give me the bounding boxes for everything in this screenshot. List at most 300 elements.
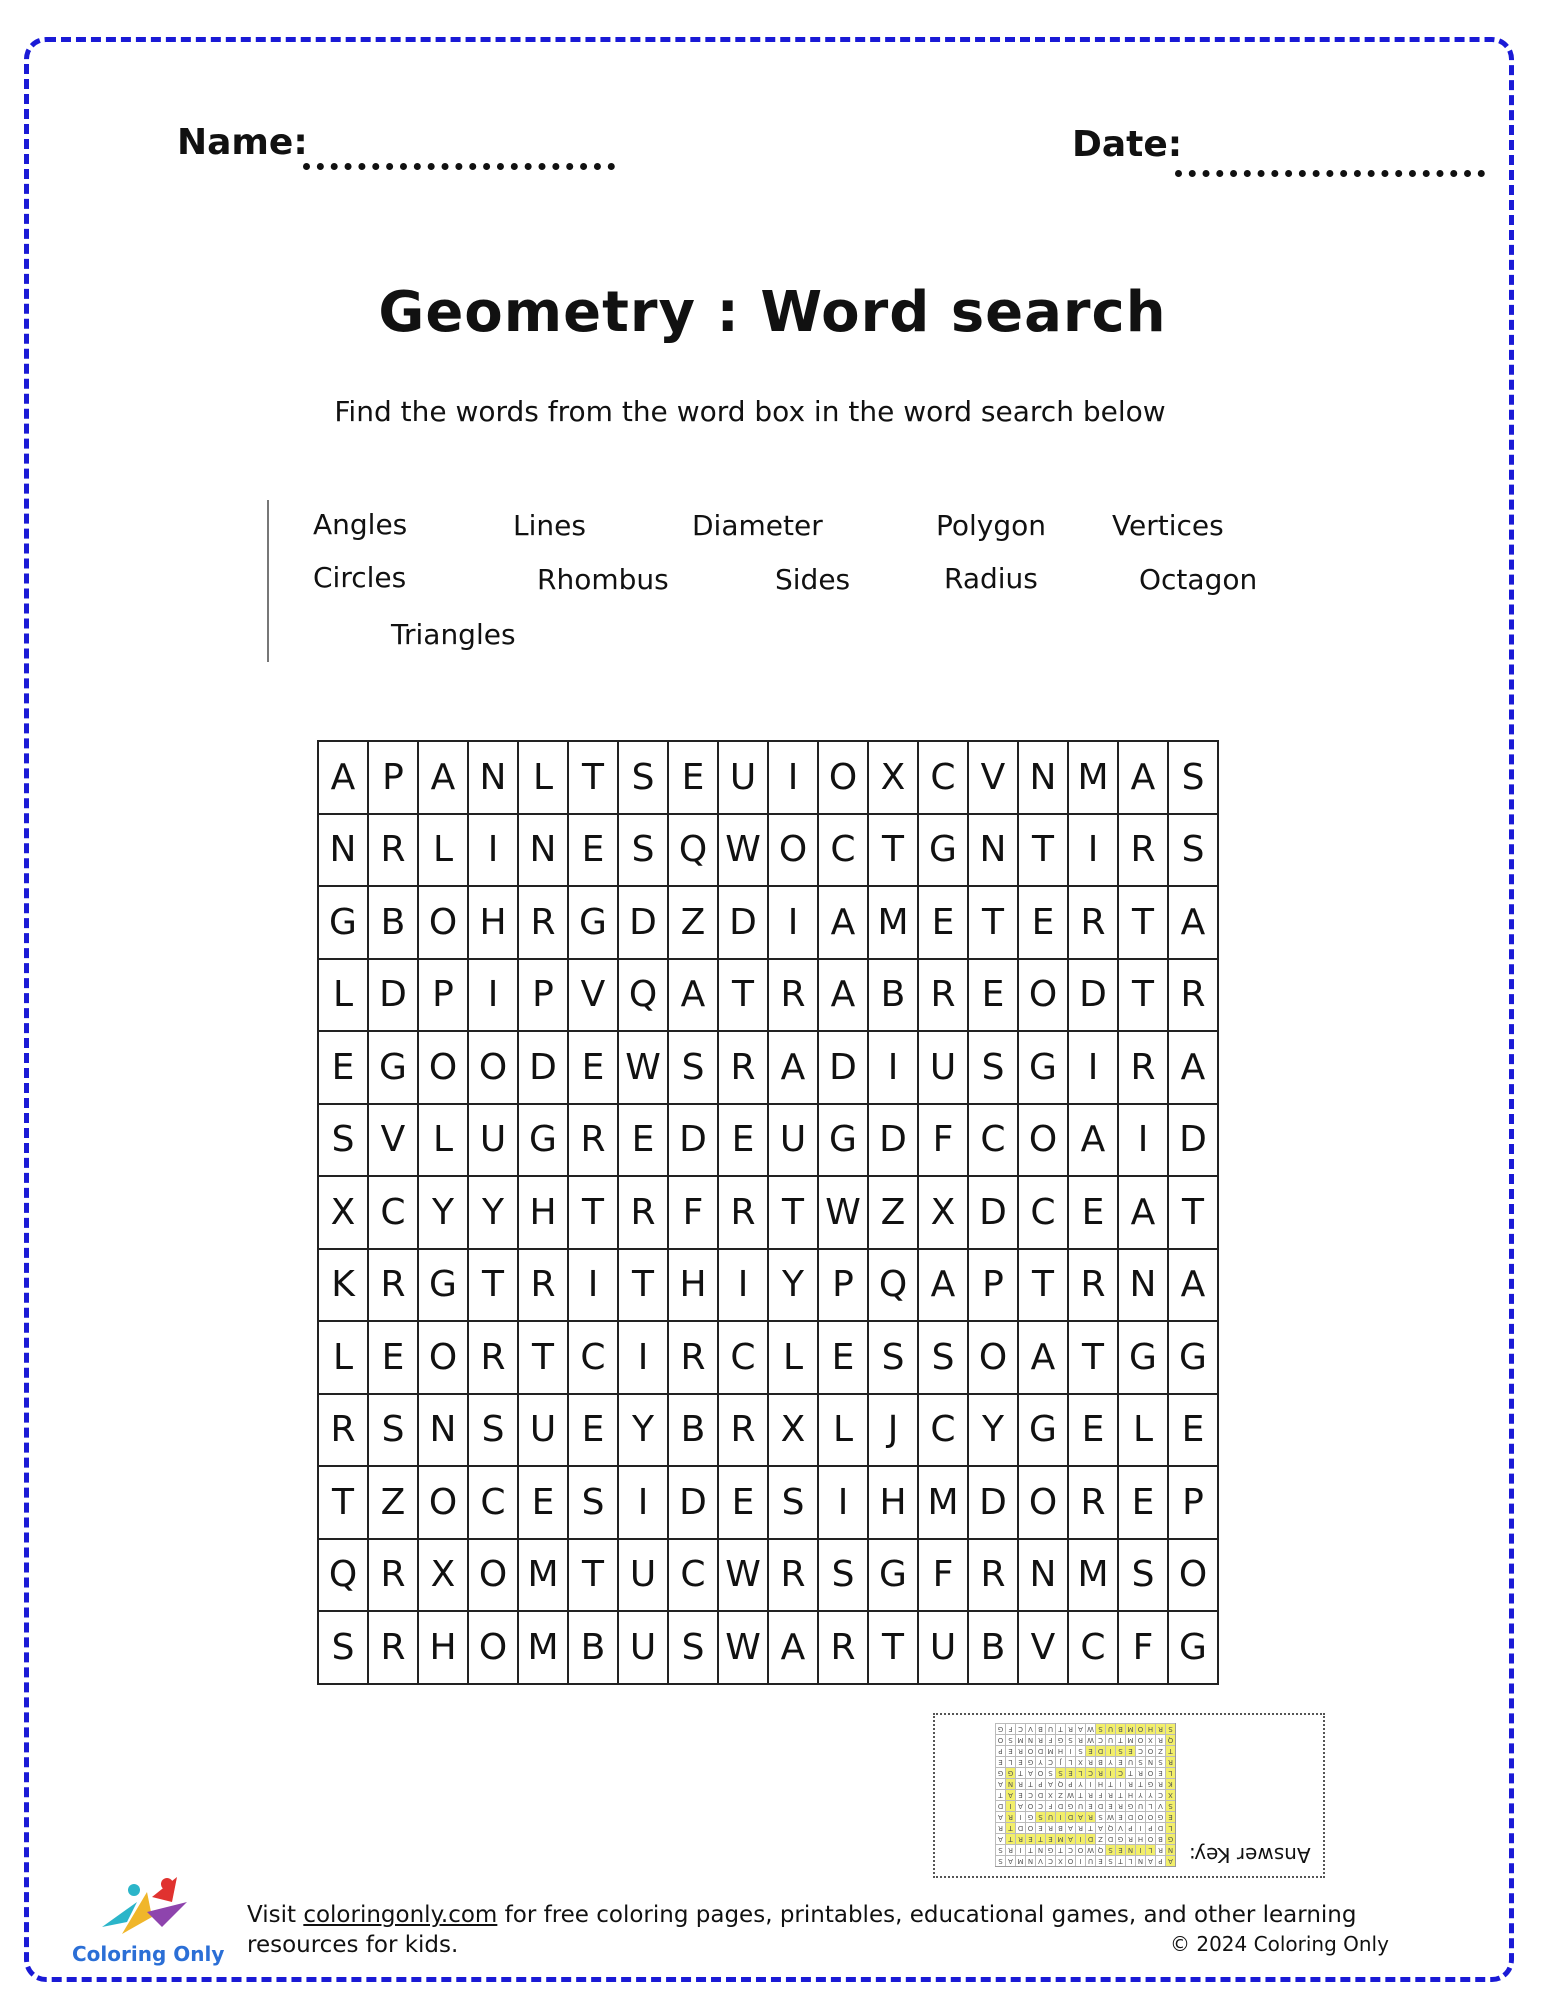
grid-cell[interactable]: N xyxy=(969,815,1019,888)
word-rhombus: Rhombus xyxy=(537,563,669,596)
grid-cell[interactable]: T xyxy=(1169,1177,1219,1250)
grid-cell[interactable]: S xyxy=(1169,742,1219,815)
grid-cell[interactable]: N xyxy=(519,815,569,888)
grid-cell[interactable]: T xyxy=(569,742,619,815)
grid-cell[interactable]: Y xyxy=(619,1395,669,1468)
grid-cell[interactable]: G xyxy=(319,887,369,960)
answer-key-cell: L xyxy=(1075,1767,1085,1778)
grid-cell[interactable]: D xyxy=(1069,960,1119,1033)
grid-cell[interactable]: A xyxy=(319,742,369,815)
grid-cell[interactable]: T xyxy=(769,1177,819,1250)
grid-cell[interactable]: T xyxy=(1119,960,1169,1033)
grid-cell[interactable]: C xyxy=(819,815,869,888)
grid-cell[interactable]: O xyxy=(419,1032,469,1105)
answer-key-cell: U xyxy=(1105,1734,1115,1745)
grid-cell[interactable]: R xyxy=(519,1250,569,1323)
grid-cell[interactable]: R xyxy=(1069,887,1119,960)
grid-cell[interactable]: R xyxy=(1169,960,1219,1033)
grid-cell[interactable]: R xyxy=(1119,1032,1169,1105)
grid-cell[interactable]: D xyxy=(969,1177,1019,1250)
grid-cell[interactable]: I xyxy=(569,1250,619,1323)
grid-cell[interactable]: T xyxy=(569,1177,619,1250)
grid-cell[interactable]: R xyxy=(719,1177,769,1250)
grid-cell[interactable]: A xyxy=(1119,742,1169,815)
grid-cell[interactable]: O xyxy=(769,815,819,888)
grid-cell[interactable]: P xyxy=(819,1250,869,1323)
grid-cell[interactable]: G xyxy=(869,1540,919,1613)
grid-cell[interactable]: P xyxy=(369,742,419,815)
grid-cell[interactable]: E xyxy=(719,1105,769,1178)
answer-key-cell: C xyxy=(1025,1789,1035,1800)
grid-cell[interactable]: R xyxy=(519,887,569,960)
grid-cell[interactable]: P xyxy=(1169,1467,1219,1540)
grid-cell[interactable]: B xyxy=(869,960,919,1033)
grid-cell[interactable]: W xyxy=(719,1540,769,1613)
word-angles: Angles xyxy=(313,508,408,541)
grid-cell[interactable]: T xyxy=(619,1250,669,1323)
grid-cell[interactable]: X xyxy=(419,1540,469,1613)
grid-cell[interactable]: R xyxy=(469,1322,519,1395)
grid-cell[interactable]: I xyxy=(769,887,819,960)
grid-cell[interactable]: E xyxy=(669,742,719,815)
grid-cell[interactable]: O xyxy=(1019,1467,1069,1540)
answer-key-cell: S xyxy=(1035,1811,1045,1822)
grid-cell[interactable]: M xyxy=(519,1612,569,1685)
grid-cell[interactable]: M xyxy=(519,1540,569,1613)
grid-cell[interactable]: T xyxy=(569,1540,619,1613)
answer-key-cell: L xyxy=(1145,1844,1155,1855)
grid-cell[interactable]: Z xyxy=(669,887,719,960)
grid-cell[interactable]: E xyxy=(969,960,1019,1033)
grid-cell[interactable]: C xyxy=(369,1177,419,1250)
grid-cell[interactable]: S xyxy=(319,1105,369,1178)
answer-key-cell: S xyxy=(995,1844,1005,1855)
answer-key-cell: W xyxy=(1105,1811,1115,1822)
grid-cell[interactable]: R xyxy=(969,1540,1019,1613)
grid-cell[interactable]: E xyxy=(319,1032,369,1105)
grid-cell[interactable]: G xyxy=(519,1105,569,1178)
answer-key-cell: E xyxy=(1035,1822,1045,1833)
grid-cell[interactable]: A xyxy=(769,1612,819,1685)
grid-cell[interactable]: E xyxy=(569,1032,619,1105)
footer-link[interactable]: coloringonly.com xyxy=(303,1902,498,1928)
answer-key-cell: M xyxy=(1125,1734,1135,1745)
grid-cell[interactable]: A xyxy=(919,1250,969,1323)
grid-cell[interactable]: U xyxy=(919,1032,969,1105)
grid-cell[interactable]: I xyxy=(769,742,819,815)
grid-cell[interactable]: B xyxy=(969,1612,1019,1685)
grid-cell[interactable]: L xyxy=(419,815,469,888)
answer-key-cell: E xyxy=(1015,1789,1025,1800)
grid-cell[interactable]: C xyxy=(1069,1612,1119,1685)
grid-cell[interactable]: I xyxy=(619,1467,669,1540)
grid-cell[interactable]: Y xyxy=(969,1395,1019,1468)
grid-cell[interactable]: A xyxy=(1019,1322,1069,1395)
grid-cell[interactable]: E xyxy=(719,1467,769,1540)
grid-cell[interactable]: I xyxy=(469,815,519,888)
grid-cell[interactable]: Q xyxy=(869,1250,919,1323)
grid-cell[interactable]: S xyxy=(469,1395,519,1468)
grid-cell[interactable]: I xyxy=(869,1032,919,1105)
grid-cell[interactable]: A xyxy=(819,887,869,960)
answer-key-cell: T xyxy=(1025,1844,1035,1855)
grid-cell[interactable]: L xyxy=(519,742,569,815)
grid-cell[interactable]: R xyxy=(569,1105,619,1178)
grid-cell[interactable]: R xyxy=(369,1250,419,1323)
answer-key-cell: D xyxy=(995,1800,1005,1811)
grid-cell[interactable]: G xyxy=(569,887,619,960)
grid-cell[interactable]: C xyxy=(1019,1177,1069,1250)
grid-cell[interactable]: H xyxy=(469,887,519,960)
answer-key-cell: L xyxy=(1005,1756,1015,1767)
grid-cell[interactable]: U xyxy=(769,1105,819,1178)
grid-cell[interactable]: C xyxy=(719,1322,769,1395)
grid-cell[interactable]: A xyxy=(1169,1032,1219,1105)
grid-cell[interactable]: A xyxy=(1169,1250,1219,1323)
grid-cell[interactable]: T xyxy=(1019,1250,1069,1323)
grid-cell[interactable]: O xyxy=(469,1032,519,1105)
grid-cell[interactable]: E xyxy=(1069,1395,1119,1468)
grid-cell[interactable]: R xyxy=(669,1322,719,1395)
grid-cell[interactable]: S xyxy=(1169,815,1219,888)
grid-cell[interactable]: U xyxy=(619,1540,669,1613)
grid-cell[interactable]: U xyxy=(619,1612,669,1685)
grid-cell[interactable]: S xyxy=(369,1395,419,1468)
grid-cell[interactable]: G xyxy=(1019,1032,1069,1105)
grid-cell[interactable]: D xyxy=(519,1032,569,1105)
grid-cell[interactable]: N xyxy=(319,815,369,888)
answer-key-cell: O xyxy=(1025,1745,1035,1756)
grid-cell[interactable]: N xyxy=(1119,1250,1169,1323)
answer-key-cell: D xyxy=(1095,1745,1105,1756)
answer-key-cell: C xyxy=(1135,1745,1145,1756)
grid-cell[interactable]: O xyxy=(1169,1540,1219,1613)
grid-cell[interactable]: I xyxy=(1119,1105,1169,1178)
answer-key-cell: L xyxy=(1165,1822,1175,1833)
grid-cell[interactable]: I xyxy=(819,1467,869,1540)
grid-cell[interactable]: A xyxy=(1119,1177,1169,1250)
grid-cell[interactable]: Y xyxy=(419,1177,469,1250)
grid-cell[interactable]: A xyxy=(1069,1105,1119,1178)
answer-key-cell: I xyxy=(1005,1800,1015,1811)
answer-key-cell: I xyxy=(1065,1745,1075,1756)
grid-cell[interactable]: C xyxy=(469,1467,519,1540)
grid-cell[interactable]: V xyxy=(969,742,1019,815)
answer-key-cell: D xyxy=(1035,1789,1045,1800)
grid-cell[interactable]: E xyxy=(1169,1395,1219,1468)
grid-cell[interactable]: L xyxy=(769,1322,819,1395)
grid-cell[interactable]: E xyxy=(369,1322,419,1395)
grid-cell[interactable]: H xyxy=(519,1177,569,1250)
grid-cell[interactable]: K xyxy=(319,1250,369,1323)
answer-key-cell: W xyxy=(1085,1844,1095,1855)
grid-cell[interactable]: Q xyxy=(669,815,719,888)
grid-cell[interactable]: G xyxy=(1119,1322,1169,1395)
grid-cell[interactable]: F xyxy=(919,1105,969,1178)
grid-cell[interactable]: M xyxy=(869,887,919,960)
answer-key-cell: S xyxy=(1165,1723,1175,1734)
grid-cell[interactable]: T xyxy=(319,1467,369,1540)
answer-key-cell: T xyxy=(1055,1723,1065,1734)
answer-key-cell: G xyxy=(1025,1811,1035,1822)
grid-cell[interactable]: M xyxy=(1069,1540,1119,1613)
answer-key-cell: E xyxy=(1155,1767,1165,1778)
grid-cell[interactable]: Q xyxy=(319,1540,369,1613)
grid-cell[interactable]: R xyxy=(369,1540,419,1613)
grid-cell[interactable]: S xyxy=(669,1032,719,1105)
grid-cell[interactable]: L xyxy=(419,1105,469,1178)
grid-cell[interactable]: I xyxy=(719,1250,769,1323)
grid-cell[interactable]: B xyxy=(669,1395,719,1468)
answer-key-cell: S xyxy=(1095,1723,1105,1734)
grid-cell[interactable]: N xyxy=(1019,742,1069,815)
grid-cell[interactable]: E xyxy=(1069,1177,1119,1250)
grid-cell[interactable]: S xyxy=(1119,1540,1169,1613)
grid-cell[interactable]: R xyxy=(369,1612,419,1685)
grid-cell[interactable]: N xyxy=(469,742,519,815)
grid-cell[interactable]: D xyxy=(819,1032,869,1105)
grid-cell[interactable]: T xyxy=(719,960,769,1033)
answer-key-cell: C xyxy=(1155,1789,1165,1800)
grid-cell[interactable]: F xyxy=(919,1540,969,1613)
grid-cell[interactable]: U xyxy=(919,1612,969,1685)
grid-cell[interactable]: E xyxy=(819,1322,869,1395)
grid-cell[interactable]: A xyxy=(819,960,869,1033)
grid-cell[interactable]: C xyxy=(569,1322,619,1395)
grid-cell[interactable]: S xyxy=(819,1540,869,1613)
grid-cell[interactable]: L xyxy=(319,960,369,1033)
grid-cell[interactable]: X xyxy=(919,1177,969,1250)
grid-cell[interactable]: V xyxy=(369,1105,419,1178)
grid-cell[interactable]: O xyxy=(419,1467,469,1540)
grid-cell[interactable]: S xyxy=(919,1322,969,1395)
grid-cell[interactable]: I xyxy=(469,960,519,1033)
grid-cell[interactable]: A xyxy=(419,742,469,815)
grid-cell[interactable]: G xyxy=(919,815,969,888)
grid-cell[interactable]: A xyxy=(1169,887,1219,960)
answer-key-cell: D xyxy=(1095,1800,1105,1811)
grid-cell[interactable]: B xyxy=(569,1612,619,1685)
grid-cell[interactable]: B xyxy=(369,887,419,960)
answer-key-cell: F xyxy=(1005,1723,1015,1734)
date-field[interactable] xyxy=(1175,170,1485,177)
grid-cell[interactable]: O xyxy=(1019,1105,1069,1178)
grid-cell[interactable]: D xyxy=(719,887,769,960)
answer-key-grid xyxy=(995,1723,1176,1867)
grid-cell[interactable]: D xyxy=(969,1467,1019,1540)
answer-key-cell: I xyxy=(1105,1745,1115,1756)
grid-cell[interactable]: T xyxy=(869,1612,919,1685)
grid-cell[interactable]: J xyxy=(869,1395,919,1468)
grid-cell[interactable]: D xyxy=(619,887,669,960)
grid-cell[interactable]: Z xyxy=(369,1467,419,1540)
grid-cell[interactable]: C xyxy=(669,1540,719,1613)
grid-cell[interactable]: F xyxy=(1119,1612,1169,1685)
answer-key-cell: S xyxy=(1135,1756,1145,1767)
grid-cell[interactable]: R xyxy=(719,1395,769,1468)
date-label: Date: xyxy=(1072,124,1183,165)
grid-cell[interactable]: G xyxy=(419,1250,469,1323)
grid-cell[interactable]: U xyxy=(519,1395,569,1468)
grid-cell[interactable]: E xyxy=(569,1395,619,1468)
answer-key-cell: R xyxy=(1155,1778,1165,1789)
grid-cell[interactable]: G xyxy=(819,1105,869,1178)
grid-cell[interactable]: D xyxy=(869,1105,919,1178)
grid-cell[interactable]: T xyxy=(969,887,1019,960)
name-label: Name: xyxy=(177,122,308,163)
grid-cell[interactable]: V xyxy=(569,960,619,1033)
grid-cell[interactable]: G xyxy=(1169,1322,1219,1395)
grid-cell[interactable]: T xyxy=(519,1322,569,1395)
grid-cell[interactable]: L xyxy=(319,1322,369,1395)
grid-cell[interactable]: I xyxy=(1069,815,1119,888)
grid-cell[interactable]: H xyxy=(869,1467,919,1540)
word-search-grid[interactable] xyxy=(317,740,1219,1685)
grid-cell[interactable]: I xyxy=(619,1322,669,1395)
grid-cell[interactable]: R xyxy=(369,815,419,888)
grid-cell[interactable]: S xyxy=(769,1467,819,1540)
answer-key-cell: O xyxy=(1145,1745,1155,1756)
answer-key-cell: J xyxy=(1055,1756,1065,1767)
grid-cell[interactable]: P xyxy=(419,960,469,1033)
grid-cell[interactable]: S xyxy=(569,1467,619,1540)
grid-cell[interactable]: E xyxy=(519,1467,569,1540)
grid-cell[interactable]: D xyxy=(1169,1105,1219,1178)
grid-cell[interactable]: O xyxy=(419,887,469,960)
grid-cell[interactable]: G xyxy=(1019,1395,1069,1468)
grid-cell[interactable]: F xyxy=(669,1177,719,1250)
grid-cell[interactable]: R xyxy=(719,1032,769,1105)
grid-cell[interactable]: E xyxy=(919,887,969,960)
grid-cell[interactable]: O xyxy=(469,1612,519,1685)
grid-cell[interactable]: W xyxy=(719,815,769,888)
grid-cell[interactable]: O xyxy=(969,1322,1019,1395)
name-field[interactable] xyxy=(303,163,615,170)
answer-key-cell: S xyxy=(1005,1734,1015,1745)
grid-cell[interactable]: S xyxy=(619,742,669,815)
grid-cell[interactable]: E xyxy=(569,815,619,888)
grid-cell[interactable]: O xyxy=(819,742,869,815)
grid-cell[interactable]: X xyxy=(769,1395,819,1468)
answer-key-cell: A xyxy=(1025,1767,1035,1778)
grid-cell[interactable]: R xyxy=(1119,815,1169,888)
grid-cell[interactable]: G xyxy=(1169,1612,1219,1685)
answer-key-cell: R xyxy=(1035,1734,1045,1745)
answer-key-cell: A xyxy=(995,1778,1005,1789)
answer-key-cell: T xyxy=(1115,1789,1125,1800)
grid-cell[interactable]: X xyxy=(319,1177,369,1250)
grid-cell[interactable]: H xyxy=(419,1612,469,1685)
grid-cell[interactable]: L xyxy=(1119,1395,1169,1468)
grid-cell[interactable]: P xyxy=(969,1250,1019,1323)
answer-key-cell: T xyxy=(1115,1855,1125,1866)
grid-cell[interactable]: M xyxy=(1069,742,1119,815)
word-octagon: Octagon xyxy=(1139,563,1258,596)
grid-cell[interactable]: L xyxy=(819,1395,869,1468)
grid-cell[interactable]: O xyxy=(419,1322,469,1395)
grid-cell[interactable]: C xyxy=(969,1105,1019,1178)
grid-cell[interactable]: D xyxy=(669,1105,719,1178)
grid-cell[interactable]: S xyxy=(869,1322,919,1395)
grid-cell[interactable]: R xyxy=(319,1395,369,1468)
grid-cell[interactable]: H xyxy=(669,1250,719,1323)
answer-key-cell: D xyxy=(1065,1811,1075,1822)
grid-cell[interactable]: R xyxy=(1069,1250,1119,1323)
grid-cell[interactable]: S xyxy=(319,1612,369,1685)
grid-cell[interactable]: C xyxy=(919,742,969,815)
grid-cell[interactable]: T xyxy=(1019,815,1069,888)
grid-cell[interactable]: E xyxy=(1019,887,1069,960)
answer-key-cell: R xyxy=(1165,1756,1175,1767)
grid-cell[interactable]: R xyxy=(1069,1467,1119,1540)
grid-cell[interactable]: V xyxy=(1019,1612,1069,1685)
grid-cell[interactable]: O xyxy=(1019,960,1069,1033)
grid-cell[interactable]: T xyxy=(869,815,919,888)
grid-cell[interactable]: W xyxy=(619,1032,669,1105)
grid-cell[interactable]: O xyxy=(469,1540,519,1613)
grid-cell[interactable]: S xyxy=(969,1032,1019,1105)
grid-cell[interactable]: S xyxy=(669,1612,719,1685)
answer-key-cell: R xyxy=(1045,1822,1055,1833)
grid-cell[interactable]: S xyxy=(619,815,669,888)
answer-key-cell: R xyxy=(1015,1833,1025,1844)
grid-cell[interactable]: T xyxy=(469,1250,519,1323)
grid-cell[interactable]: R xyxy=(619,1177,669,1250)
answer-key-cell: S xyxy=(1165,1800,1175,1811)
grid-cell[interactable]: I xyxy=(1069,1032,1119,1105)
grid-cell[interactable]: U xyxy=(719,742,769,815)
answer-key-cell: Y xyxy=(1075,1778,1085,1789)
grid-cell[interactable]: R xyxy=(769,960,819,1033)
grid-cell[interactable]: C xyxy=(919,1395,969,1468)
grid-cell[interactable]: E xyxy=(1119,1467,1169,1540)
grid-cell[interactable]: W xyxy=(719,1612,769,1685)
grid-cell[interactable]: Q xyxy=(619,960,669,1033)
grid-cell[interactable]: G xyxy=(369,1032,419,1105)
page-title: Geometry : Word search xyxy=(378,280,1167,345)
answer-key-cell: S xyxy=(1155,1756,1165,1767)
grid-cell[interactable]: R xyxy=(769,1540,819,1613)
grid-cell[interactable]: D xyxy=(669,1467,719,1540)
grid-cell[interactable]: Y xyxy=(769,1250,819,1323)
grid-cell[interactable]: E xyxy=(619,1105,669,1178)
grid-cell[interactable]: T xyxy=(1119,887,1169,960)
grid-cell[interactable]: R xyxy=(919,960,969,1033)
grid-cell[interactable]: N xyxy=(1019,1540,1069,1613)
grid-cell[interactable]: A xyxy=(769,1032,819,1105)
grid-cell[interactable]: D xyxy=(369,960,419,1033)
grid-cell[interactable]: A xyxy=(669,960,719,1033)
answer-key-cell: L xyxy=(1125,1855,1135,1866)
grid-cell[interactable]: U xyxy=(469,1105,519,1178)
grid-cell[interactable]: P xyxy=(519,960,569,1033)
grid-cell[interactable]: T xyxy=(1069,1322,1119,1395)
grid-cell[interactable]: M xyxy=(919,1467,969,1540)
grid-cell[interactable]: Z xyxy=(869,1177,919,1250)
answer-key-cell: T xyxy=(1055,1844,1065,1855)
grid-cell[interactable]: Y xyxy=(469,1177,519,1250)
grid-cell[interactable]: N xyxy=(419,1395,469,1468)
answer-key-cell: T xyxy=(1135,1778,1145,1789)
answer-key-cell: D xyxy=(1085,1833,1095,1844)
answer-key-cell: A xyxy=(1165,1855,1175,1866)
grid-cell[interactable]: X xyxy=(869,742,919,815)
answer-key-cell: E xyxy=(1065,1767,1075,1778)
grid-cell[interactable]: W xyxy=(819,1177,869,1250)
answer-key-cell: Q xyxy=(1055,1778,1065,1789)
answer-key-cell: L xyxy=(1145,1800,1155,1811)
grid-cell[interactable]: R xyxy=(819,1612,869,1685)
